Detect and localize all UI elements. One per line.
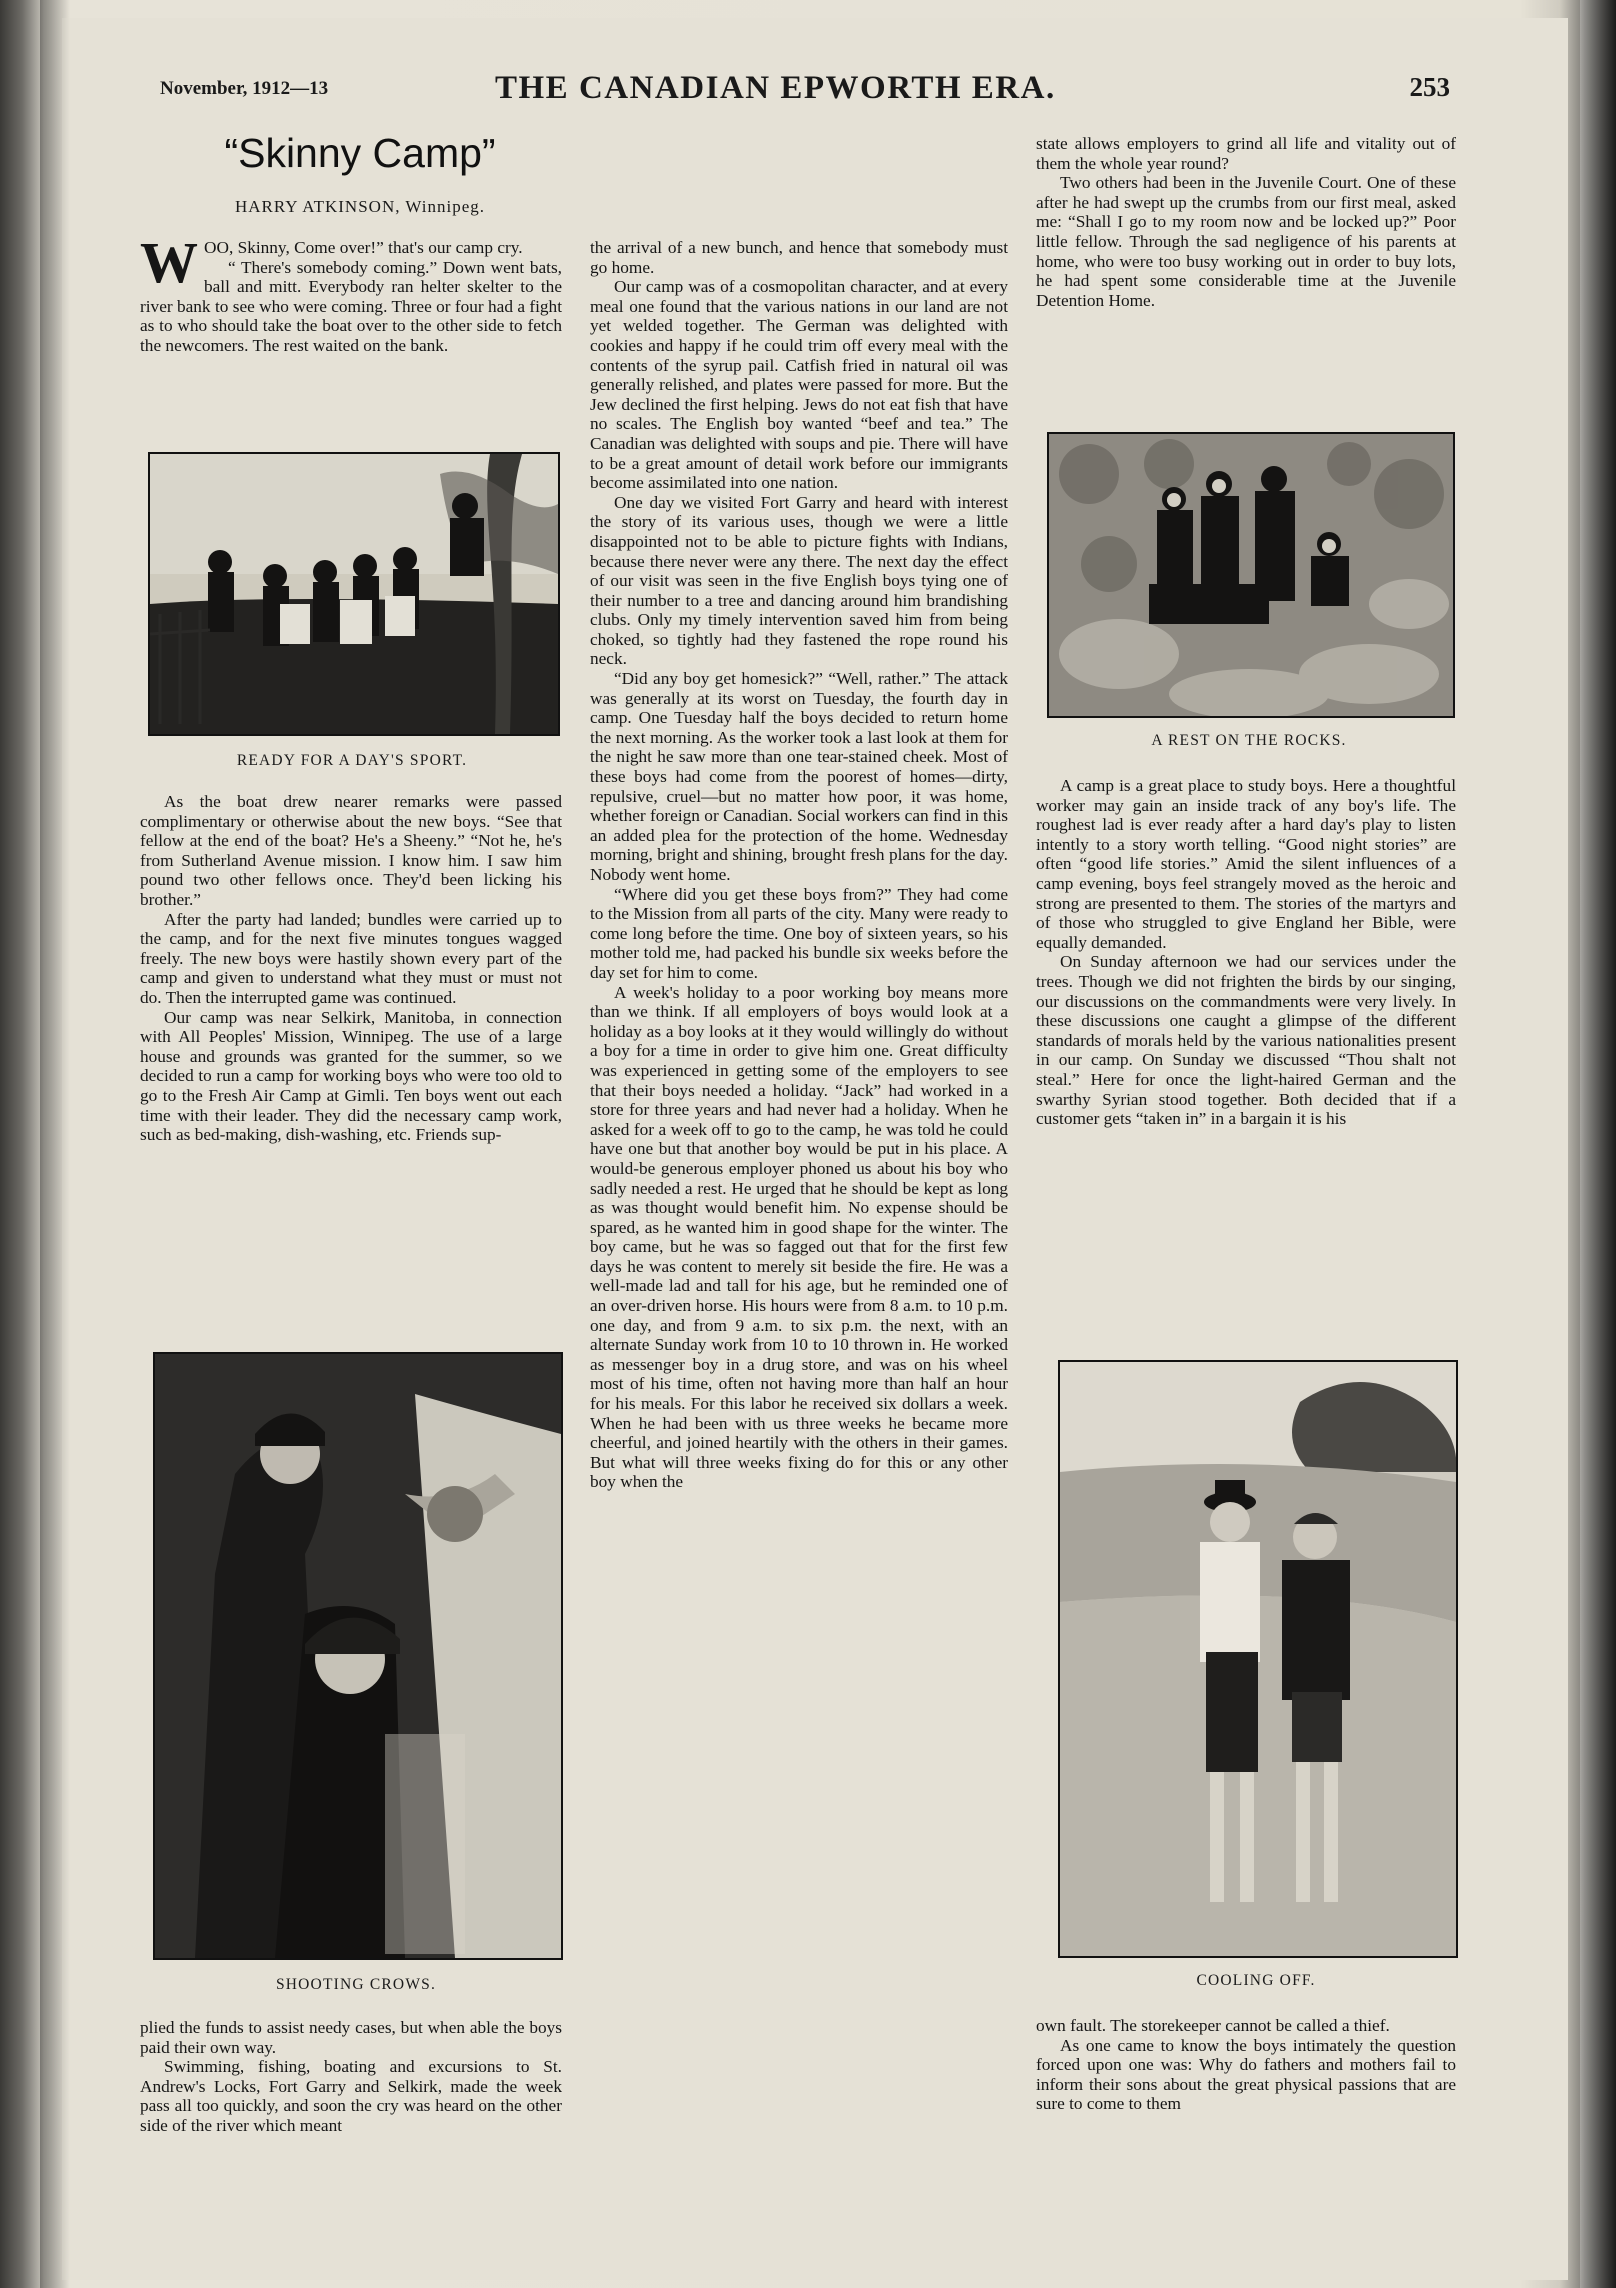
paragraph: A week's holiday to a poor working boy means more than we think. If all employers of boys would look at a holiday as a boy looks at it they would willingly do without a boy for a time in order to give him one. Great difficulty was experienced in getting some of the employers to see that their boys needed a holiday. “Jack” had worked in a store for three years and had never had a holiday. When he asked for a week off to go to the camp, he was told he could have one but that another boy would be put in his place. A would-be generous employer phoned us about his boy who sadly needed a rest. He urged that he should be kept as long as was thought would benefit him. No expense should be spared, as he wanted him in good shape for the winter. The boy came, but he was so fagged out that for the first few days he was content to merely sit beside the fire. He was a well-made lad and tall for his age, but he reminded one of an over-driven horse. His hours were from 8 a.m. to 10 p.m. one day, and from 9 a.m. to six p.m. the next, with an alternate Sunday work from 10 to 10 thrown in. He worked as messenger boy in a drug store, and was on his wheel most of his time, often not having more than half an hour for his meals. For this labor he received six dollars a week. When he had been with us three weeks he became more cheerful, and joined heartily with the others in their games. But what will three weeks fixing do for this or any other boy when the [590,982,1008,1492]
column3-middle [1036,776,1456,1336]
caption-cooling-off: COOLING OFF. [1196,1972,1316,1989]
paragraph: own fault. The storekeeper cannot be called a thief. [1036,2016,1390,2035]
caption-rest-on-rocks: A REST ON THE ROCKS. [1151,732,1347,749]
running-head [160,70,1450,110]
binding-gutter [40,0,70,2288]
issue-date: November, 1912—13 [160,78,329,99]
paragraph: state allows employers to grind all life and vitality out of them the whole year round? [1036,134,1456,173]
paragraph: As the boat drew nearer remarks were passed complimentary or otherwise about the new boys. “See that fellow at the end of the boat? He's a Sheeny.” “Not he, he's from Sutherland Avenue mission. I know him. I saw him pound two other fellows once. They'd been licking his brother.” [140,792,562,909]
photo-shooting-crows [153,1352,563,1960]
photo-ready-for-sport [148,452,560,736]
masthead: THE CANADIAN EPWORTH ERA. [495,70,1056,106]
paragraph: As one came to know the boys intimately the question forced upon one was: Why do fathers and mothers fail to inform their sons about the great physical passions that are sure to come to them [1036,2035,1456,2114]
paragraph: Our camp was of a cosmopolitan character, and at every meal one found that the various nations in our land are not yet welded together. The German was delighted with cookies and happy if he could trim off every meal with the contents of the syrup pail. Catfish fried in natural oil was generally relished, and plates were passed for more. But the Jew declined the first helping. Jews do not eat fish that have no scales. The English boy wanted “beef and tea.” The Canadian was delighted with soups and pie. There will have to be a great amount of detail work before our immigrants become assimilated into one nation. [590,277,1008,493]
opening-paragraph: WOO, Skinny, Come over!” that's our camp cry. [140,238,523,295]
column3-bottom [1036,2016,1456,2166]
paragraph: the arrival of a new bunch, and hence that somebody must go home. [590,238,1008,277]
paragraph: Our camp was near Selkirk, Manitoba, in connection with All Peoples' Mission, Winnipeg. The use of a large house and grounds was granted for the summer, so we decided to run a camp for working boys who were too old to go to the Fresh Air Camp at Gimli. Ten boys went out each time with their leader. They did the necessary camp work, such as bed-making, dish-washing, etc. Friends sup- [140,1007,562,1145]
column2 [590,238,1008,2168]
paragraph: On Sunday afternoon we had our services under the trees. Though we did not frighten the birds by our singing, our discussions on the commandments were very lively. In these discussions one caught a glimpse of the different standards of morals held by the various nationalities present in our camp. On Sunday we discussed “Thou shalt not steal.” Here for once the light-haired German and the swarthy Syrian stood together. Both decided that if a customer gets “taken in” in a bargain it is his [1036,952,1456,1129]
column3-top [1036,134,1456,418]
paragraph: “Did any boy get homesick?” “Well, rather.” The attack was generally at its worst on Tuesday, the fourth day in camp. One Tuesday half the boys decided to return home the next morning. As the worker took a last look at them for the night he saw more than one tear-stained cheek. Most of these boys had come from the poorest of homes—dirty, repulsive, cruel—but no matter how poor, it was home, whether foreign or Canadian. Social workers can find in this an added plea for the protection of the home. Wednesday morning, bright and shining, brought fresh plans for the day. Nobody went home. [590,669,1008,884]
paragraph: Two others had been in the Juvenile Court. One of these after he had swept up the crumbs from our first meal, asked me: “Shall I go to my room now and be locked up?” Poor little fellow. Through the sad negligence of his parents at home, who were too busy working out in order to buy lots, he had spent some considerable time at the Juvenile Detention Home. [1036,173,1456,310]
photo-rest-on-rocks [1047,432,1455,718]
paragraph: Swimming, fishing, boating and excursions to St. Andrew's Locks, Fort Garry and Selkirk, made the week pass all too quickly, and soon the cry was heard on the other side of the river which meant [140,2057,562,2135]
paragraph: A camp is a great place to study boys. Here a thoughtful worker may gain an inside track of any boy's life. The roughest lad is ever ready after a hard day's play to listen intently to a story worth telling. “Good night stories” are often “good life stories.” Amid the silent influences of a camp evening, boys feel strangely moved as the heroic and strong are presented to them. The stories of the martyrs and of those who struggled to give England her Bible, were equally demanded. [1036,776,1456,952]
column1-middle [140,792,562,1362]
page-number: 253 [1409,72,1450,102]
column1-top [140,238,562,434]
article-byline: HARRY ATKINSON, Winnipeg. [234,197,486,216]
paragraph: After the party had landed; bundles were carried up to the camp, and for the next five minutes tongues wagged freely. The new boys were hastily shown every part of the camp and given to understand what they must or must not do. Then the interrupted game was continued. [140,909,562,1007]
paragraph: “Where did you get these boys from?” They had come to the Mission from all parts of the city. Many were ready to come long before the time. One boy of sixteen years, so his mother told me, had packed his bundle six weeks before the day set for him to come. [590,884,1008,982]
photo-cooling-off [1058,1360,1458,1958]
caption-ready-for-sport: READY FOR A DAY'S SPORT. [236,752,468,769]
caption-shooting-crows: SHOOTING CROWS. [275,1976,437,1993]
article-title: “Skinny Camp” [224,130,496,176]
column1-bottom [140,2018,562,2168]
paragraph: One day we visited Fort Garry and heard with interest the story of its various uses, though we were a little disappointed not to be able to picture fights with Indians, because there never were any there. The next day the effect of our visit was seen in the five English boys tying one of their number to a tree and dancing around him brandishing clubs. Only my timely intervention saved him from being choked, so tightly had they fastened the rope round his neck. [590,492,1008,669]
paragraph: “ There's somebody coming.” Down went bats, ball and mitt. Everybody ran helter skelter to the river bank to see who were coming. Three or four had a fight as to who should take the boat over to the other side to fetch the newcomers. The rest waited on the bank. [140,257,562,355]
drop-cap: W [140,238,198,295]
page-edge [1580,0,1616,2288]
paragraph: plied the funds to assist needy cases, but when able the boys paid their own way. [140,2018,562,2057]
